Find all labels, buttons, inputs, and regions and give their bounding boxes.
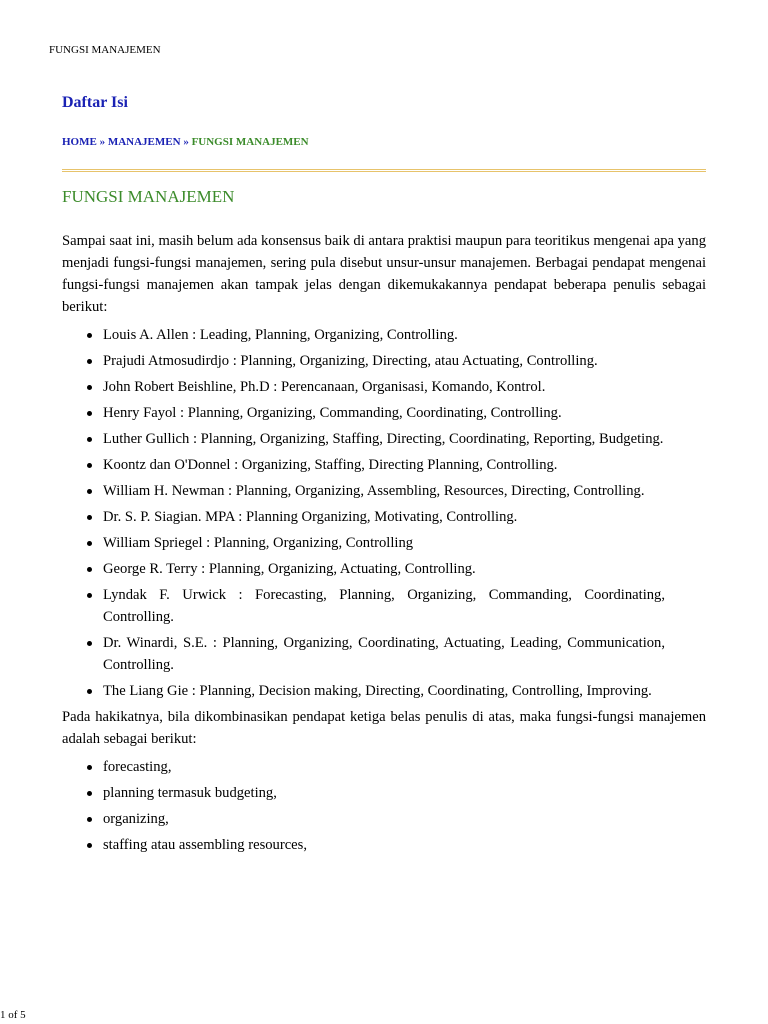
breadcrumb-manajemen-link[interactable]: MANAJEMEN bbox=[107, 136, 181, 148]
list-item: Prajudi Atmosudirdjo : Planning, Organizing, Directing, atau Actuating, Controlling. bbox=[103, 350, 706, 372]
author-list bbox=[62, 324, 706, 702]
list-item: Lyndak F. Urwick : Forecasting, Planning, Organizing, Commanding, Coordinating, Controlling. bbox=[103, 584, 706, 628]
list-item: staffing atau assembling resources, bbox=[103, 834, 706, 856]
list-item: William Spriegel : Planning, Organizing, Controlling bbox=[103, 532, 706, 554]
page-title: FUNGSI MANAJEMEN bbox=[62, 187, 235, 206]
breadcrumb-current: FUNGSI MANAJEMEN bbox=[191, 136, 309, 148]
breadcrumb-separator: » bbox=[180, 136, 192, 148]
list-item: organizing, bbox=[103, 808, 706, 830]
list-item: George R. Terry : Planning, Organizing, Actuating, Controlling. bbox=[103, 558, 706, 580]
list-item: forecasting, bbox=[103, 756, 706, 778]
summary-paragraph: Pada hakikatnya, bila dikombinasikan pendapat ketiga belas penulis di atas, maka fungsi-fungsi manajemen adalah sebagai berikut: bbox=[62, 709, 706, 747]
function-list bbox=[62, 756, 706, 856]
article-content bbox=[62, 94, 706, 860]
breadcrumb bbox=[62, 136, 706, 148]
list-item: planning termasuk budgeting, bbox=[103, 782, 706, 804]
running-header: FUNGSI MANAJEMEN bbox=[49, 44, 161, 56]
divider bbox=[62, 169, 706, 172]
breadcrumb-separator: » bbox=[96, 136, 108, 148]
list-item: William H. Newman : Planning, Organizing, Assembling, Resources, Directing, Controlling. bbox=[103, 480, 706, 502]
breadcrumb-home-link[interactable]: HOME bbox=[62, 136, 97, 148]
list-item: The Liang Gie : Planning, Decision making, Directing, Coordinating, Controlling, Improving. bbox=[103, 680, 706, 702]
list-item: Henry Fayol : Planning, Organizing, Commanding, Coordinating, Controlling. bbox=[103, 402, 706, 424]
list-item: Luther Gullich : Planning, Organizing, Staffing, Directing, Coordinating, Reporting, Budgeting. bbox=[103, 428, 706, 450]
list-item: John Robert Beishline, Ph.D : Perencanaan, Organisasi, Komando, Kontrol. bbox=[103, 376, 706, 398]
list-item: Koontz dan O'Donnel : Organizing, Staffing, Directing Planning, Controlling. bbox=[103, 454, 706, 476]
list-item: Dr. Winardi, S.E. : Planning, Organizing, Coordinating, Actuating, Leading, Communication, Controlling. bbox=[103, 632, 706, 676]
list-item: Louis A. Allen : Leading, Planning, Organizing, Controlling. bbox=[103, 324, 706, 346]
intro-paragraph: Sampai saat ini, masih belum ada konsensus baik di antara praktisi maupun para teoritikus mengenai apa yang menjadi fungsi-fungsi manajemen, sering pula disebut unsur-unsur manajemen. Berbagai pendapat mengenai fungsi-fungsi manajemen akan tampak jelas dengan dikemukakannya pendapat beberapa penulis sebagai berikut: bbox=[62, 233, 706, 315]
page-indicator: 1 of 5 bbox=[0, 1009, 26, 1021]
list-item: Dr. S. P. Siagian. MPA : Planning Organizing, Motivating, Controlling. bbox=[103, 506, 706, 528]
table-of-contents-link[interactable]: Daftar Isi bbox=[62, 94, 128, 111]
